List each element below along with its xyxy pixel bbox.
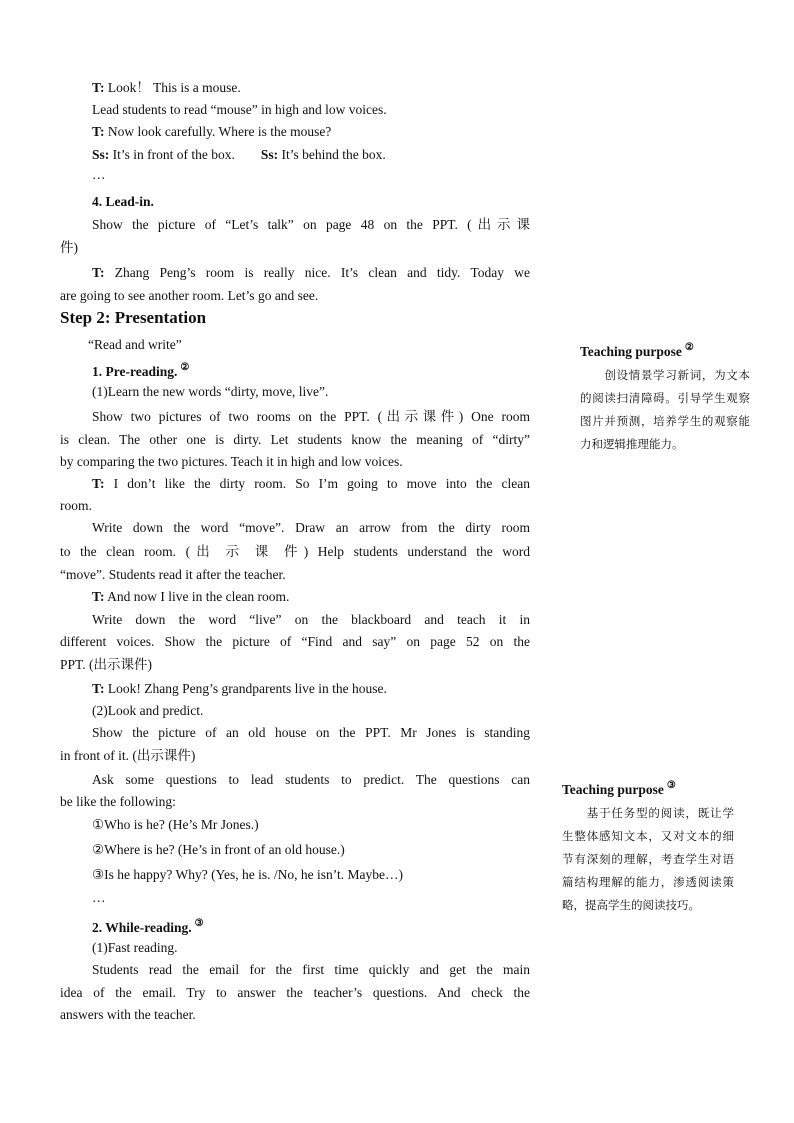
question-item: ②Where is he? (He’s in front of an old house.) [92, 842, 345, 857]
note-marker: ③ [194, 918, 204, 929]
step-heading: Step 2: Presentation [60, 308, 207, 327]
dialogue-line: T: Look！ This is a mouse. [92, 80, 241, 95]
paragraph-line: Write down the word “move”. Draw an arrow from the dirty room [92, 520, 530, 535]
dialogue-line: T: And now I live in the clean room. [92, 589, 290, 604]
ellipsis: … [92, 890, 106, 905]
teaching-purpose-note [562, 780, 734, 917]
paragraph-line: answers with the teacher. [60, 1007, 196, 1022]
paragraph-line: by comparing the two pictures. Teach it in high and low voices. [60, 454, 403, 469]
paragraph-line: in front of it. (出示课件) [60, 748, 196, 763]
activity-title: “Read and write” [88, 337, 182, 352]
paragraph-line: different voices. Show the picture of “Find and say” on page 52 on the [60, 634, 530, 649]
paragraph-line: Write down the word “live” on the blackboard and teach it in [92, 612, 530, 627]
section-heading-while-reading: 2. While-reading. ③ [92, 918, 204, 935]
teaching-purpose-note [580, 342, 750, 456]
note-marker: ③ [666, 780, 676, 791]
dialogue-line: T: Zhang Peng’s room is really nice. It’s clean and tidy. Today we [92, 265, 530, 280]
paragraph-line: Students read the email for the first time quickly and get the main [92, 962, 530, 977]
paragraph-line: (1)Learn the new words “dirty, move, live”. [92, 384, 329, 399]
section-heading-pre-reading: 1. Pre-reading. ② [92, 362, 190, 379]
paragraph-line: is clean. The other one is dirty. Let students know the meaning of “dirty” [60, 432, 530, 447]
section-heading-lead-in: 4. Lead-in. [92, 194, 154, 209]
ellipsis: … [92, 167, 106, 182]
note-title: Teaching purpose [562, 782, 664, 797]
paragraph-line: Ask some questions to lead students to predict. The questions can [92, 772, 530, 787]
note-body: 创设情景学习新词，为文本的阅读扫清障碍。引导学生观察图片并预测，培养学生的观察能力和逻辑推理能力。 [580, 368, 750, 451]
paragraph-line: (1)Fast reading. [92, 940, 178, 955]
dialogue-line: T: Look! Zhang Peng’s grandparents live in the house. [92, 681, 387, 696]
note-marker: ② [180, 362, 190, 373]
note-body: 基于任务型的阅读，既让学生整体感知文本，又对文本的细节有深刻的理解，考查学生对语篇结构理解的能力，渗透阅读策略，提高学生的阅读技巧。 [562, 806, 734, 912]
paragraph-line: Show two pictures of two rooms on the PPT. (出示课件) One room [92, 409, 530, 424]
paragraph-line: Show the picture of an old house on the PPT. Mr Jones is standing [92, 725, 530, 740]
paragraph-line: (2)Look and predict. [92, 703, 204, 718]
paragraph-line: “move”. Students read it after the teacher. [60, 567, 286, 582]
dialogue-line: T: Now look carefully. Where is the mouse? [92, 124, 332, 139]
paragraph-line: 件) [60, 240, 78, 255]
instruction-line: Lead students to read “mouse” in high and low voices. [92, 102, 387, 117]
paragraph-line: be like the following: [60, 794, 176, 809]
note-title: Teaching purpose [580, 344, 682, 359]
paragraph-line: to the clean room. (出 示 课 件) Help students understand the word [60, 544, 530, 559]
question-item: ③Is he happy? Why? (Yes, he is. /No, he isn’t. Maybe…) [92, 867, 403, 882]
paragraph-line: are going to see another room. Let’s go and see. [60, 288, 319, 303]
paragraph-line: room. [60, 498, 92, 513]
paragraph-line: PPT. (出示课件) [60, 657, 153, 672]
paragraph-line: idea of the email. Try to answer the teacher’s questions. And check the [60, 985, 530, 1000]
dialogue-line: Ss: It’s in front of the box. Ss: It’s behind the box. [92, 147, 386, 162]
paragraph-line: Show the picture of “Let’s talk” on page 48 on the PPT. (出示课 [92, 217, 530, 232]
question-item: ①Who is he? (He’s Mr Jones.) [92, 817, 259, 832]
note-marker: ② [684, 342, 694, 353]
dialogue-line: T: I don’t like the dirty room. So I’m going to move into the clean [92, 476, 530, 491]
